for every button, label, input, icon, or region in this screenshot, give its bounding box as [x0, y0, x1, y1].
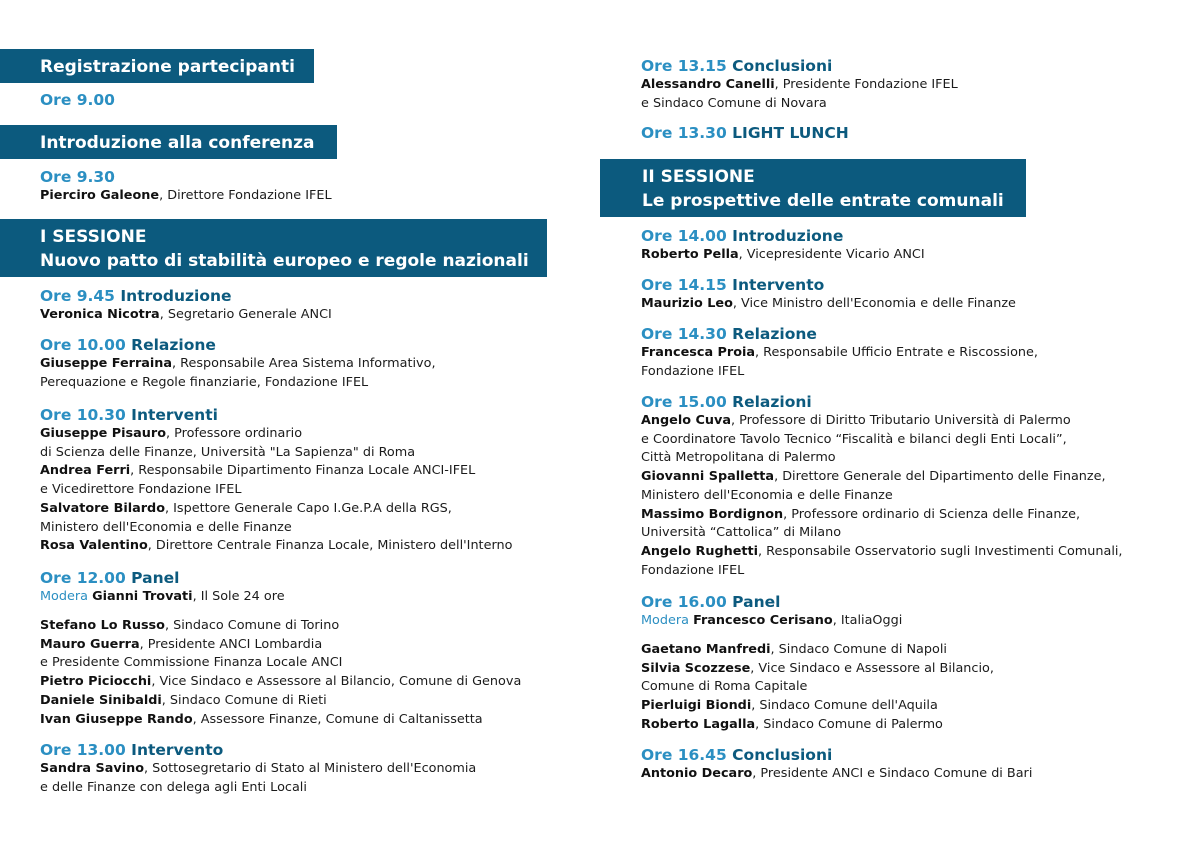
lunch-heading [600, 123, 849, 143]
speaker-role: e Sindaco Comune di Novara [641, 95, 827, 111]
speaker-line [641, 295, 1016, 314]
speaker-name: Antonio Decaro [641, 766, 753, 781]
speaker-role: , Segretario Generale ANCI [159, 307, 332, 322]
speaker-line [641, 487, 1123, 506]
speaker-line [641, 449, 1123, 468]
speaker-name: Andrea Ferri [40, 463, 131, 479]
speaker-role: , Responsabile Dipartimento Finanza Locale ANCI-IFEL [130, 463, 476, 479]
speaker-line [641, 697, 994, 716]
speaker-role: , Ispettore Generale Capo I.Ge.P.A della RGS, [165, 500, 452, 516]
speaker-name: Roberto Pella [641, 247, 739, 262]
item-label: Interventi [131, 406, 218, 424]
introduzione-section [0, 167, 332, 206]
item-label: Relazioni [732, 393, 812, 411]
speaker-role: , Vice Ministro dell'Economia e delle Finanze [732, 296, 1016, 311]
speaker-role: , Presidente ANCI e Sindaco Comune di Bari [752, 766, 1033, 781]
speaker-name: Giuseppe Ferraina [40, 356, 173, 371]
speaker-role: , Professore ordinario di Scienza delle Finanze, [783, 506, 1081, 522]
speaker-role: , Professore ordinario [165, 426, 303, 441]
item-label: LIGHT LUNCH [732, 124, 849, 142]
item-label: Introduzione [120, 287, 232, 305]
speaker-role: Università “Cattolica” di Milano [641, 525, 842, 541]
time-label: Ore 15.00 [641, 393, 727, 411]
speaker-role: , Direttore Centrale Finanza Locale, Ministero dell'Interno [147, 538, 513, 554]
speaker-name: Angelo Cuva [641, 413, 731, 428]
speaker-name: Gaetano Manfredi [641, 642, 771, 657]
speaker-line [641, 95, 958, 114]
speaker-line [641, 678, 994, 697]
time-label: Ore 14.00 [641, 227, 727, 245]
s1-intervento-heading [40, 740, 476, 760]
introduzione-time: Ore 9.30 [40, 168, 115, 186]
moderator-prefix: Modera [641, 613, 689, 628]
s2-introduzione [600, 226, 925, 265]
s1-panel-speakers [0, 617, 521, 729]
speaker-name: Salvatore Bilardo [40, 500, 165, 516]
speaker-line [40, 444, 512, 463]
s1-introduzione-heading [40, 286, 332, 306]
speaker-name: Alessandro Canelli [641, 77, 775, 92]
speaker-role: , Sindaco Comune di Napoli [770, 642, 947, 657]
session1-bar [0, 219, 547, 277]
speaker-role: , Presidente ANCI Lombardia [139, 636, 323, 652]
speaker-line [641, 660, 994, 679]
conclusioni1-heading [641, 56, 958, 76]
speaker-name: Francesca Proia [641, 345, 756, 360]
speaker-name: Roberto Lagalla [641, 716, 756, 732]
speaker-role: , Presidente Fondazione IFEL [774, 77, 958, 92]
speaker-role: , Sindaco Comune di Palermo [755, 716, 943, 732]
conclusioni2 [600, 745, 1032, 784]
speaker-name: Pierciro Galeone [40, 188, 160, 203]
speaker-name: Giovanni Spalletta [641, 469, 775, 485]
speaker-name: Angelo Rughetti [641, 543, 759, 559]
time-label: Ore 13.30 [641, 124, 727, 142]
s2-panel [600, 592, 902, 631]
speaker-line [641, 76, 958, 95]
speaker-role: , Vice Sindaco e Assessore al Bilancio, Comune di Genova [151, 674, 522, 690]
moderator-name: Francesco Cerisano [693, 613, 833, 628]
speaker-role: e delle Finanze con delega agli Enti Locali [40, 779, 307, 795]
speaker-line [641, 506, 1123, 525]
moderator-affiliation: , Il Sole 24 ore [192, 589, 285, 604]
s2-introduzione-heading [641, 226, 925, 246]
speaker-line [40, 481, 512, 500]
speaker-role: , Direttore Fondazione IFEL [159, 188, 332, 203]
speaker-line [40, 425, 512, 444]
time-label: Ore 14.15 [641, 276, 727, 294]
s1-introduzione [0, 286, 332, 325]
s1-panel [0, 568, 285, 607]
moderator-name: Gianni Trovati [92, 589, 193, 604]
s2-panel-speakers [600, 641, 994, 735]
speaker-role: , Vicepresidente Vicario ANCI [738, 247, 925, 262]
speaker-role: Fondazione IFEL [641, 363, 745, 379]
speaker-line [40, 692, 521, 711]
registrazione-time: Ore 9.00 [40, 91, 115, 109]
item-label: Intervento [732, 276, 825, 294]
session1-number: I SESSIONE [40, 227, 147, 247]
speaker-line [40, 673, 521, 692]
speaker-role: , Sottosegretario di Stato al Ministero dell'Economia [144, 761, 477, 776]
speaker-line [40, 355, 436, 374]
time-label: Ore 13.00 [40, 741, 126, 759]
time-label: Ore 16.45 [641, 746, 727, 764]
speaker-name: Pierluigi Biondi [641, 698, 752, 714]
speaker-role: , Sindaco Comune di Rieti [161, 692, 327, 708]
s1-panel-heading [40, 568, 285, 588]
introduzione-bar [0, 125, 337, 159]
s1-intervento [0, 740, 476, 797]
moderator-affiliation: , ItaliaOggi [832, 613, 903, 628]
item-label: Conclusioni [732, 746, 833, 764]
speaker-role: Perequazione e Regole finanziarie, Fondazione IFEL [40, 374, 369, 390]
speaker-line [40, 654, 521, 673]
speaker-line [641, 468, 1123, 487]
s2-relazioni-heading [641, 392, 1123, 412]
speaker-line [641, 524, 1123, 543]
s2-intervento-heading [641, 275, 1016, 295]
session2-title: Le prospettive delle entrate comunali [642, 191, 1004, 211]
session2-bar [600, 159, 1026, 217]
conclusioni1 [600, 56, 958, 113]
s2-relazione-heading [641, 324, 1038, 344]
speaker-line [641, 431, 1123, 450]
speaker-name: Rosa Valentino [40, 538, 148, 554]
speaker-role: , Sindaco Comune dell'Aquila [751, 698, 938, 714]
speaker-role: , Assessore Finanze, Comune di Caltanissetta [192, 711, 483, 727]
speaker-name: Stefano Lo Russo [40, 618, 165, 633]
registrazione-bar [0, 49, 314, 83]
session2-number: II SESSIONE [642, 167, 755, 187]
s1-interventi-heading [40, 405, 512, 425]
speaker-line [641, 562, 1123, 581]
speaker-line [40, 519, 512, 538]
speaker-role: , Responsabile Ufficio Entrate e Riscossione, [755, 345, 1038, 360]
speaker-role: Fondazione IFEL [641, 562, 745, 578]
s1-relazione-heading [40, 335, 436, 355]
speaker-line [40, 617, 521, 636]
time-label: Ore 10.30 [40, 406, 126, 424]
item-label: Relazione [732, 325, 817, 343]
item-label: Introduzione [732, 227, 844, 245]
speaker-role: , Professore di Diritto Tributario Università di Palermo [730, 413, 1071, 428]
speaker-line [40, 636, 521, 655]
s2-panel-heading [641, 592, 902, 612]
speaker-role: , Direttore Generale del Dipartimento delle Finanze, [774, 469, 1106, 485]
speaker-line [641, 765, 1032, 784]
speaker-line [40, 462, 512, 481]
speaker-name: Daniele Sinibaldi [40, 692, 162, 708]
s1-relazione [0, 335, 436, 392]
s2-relazione [600, 324, 1038, 381]
item-label: Intervento [131, 741, 224, 759]
speaker-role: , Sindaco Comune di Torino [164, 618, 340, 633]
speaker-role: , Vice Sindaco e Assessore al Bilancio, [750, 660, 994, 676]
introduzione-speakers [40, 187, 332, 206]
speaker-line [641, 412, 1123, 431]
speaker-name: Ivan Giuseppe Rando [40, 711, 193, 727]
moderator-prefix: Modera [40, 589, 88, 604]
speaker-role: Comune di Roma Capitale [641, 679, 808, 695]
session1-title: Nuovo patto di stabilità europeo e regole nazionali [40, 251, 529, 271]
time-label: Ore 16.00 [641, 593, 727, 611]
speaker-line [40, 500, 512, 519]
speaker-role: , Responsabile Area Sistema Informativo, [172, 356, 436, 371]
speaker-role: di Scienza delle Finanze, Università "La Sapienza" di Roma [40, 444, 416, 460]
speaker-line [641, 716, 994, 735]
speaker-line [40, 779, 476, 798]
speaker-line [641, 543, 1123, 562]
moderator-line [40, 588, 285, 607]
speaker-line [641, 246, 925, 265]
speaker-name: Veronica Nicotra [40, 307, 160, 322]
moderator-line [641, 612, 902, 631]
speaker-line [641, 641, 994, 660]
speaker-role: e Presidente Commissione Finanza Locale ANCI [40, 655, 343, 671]
speaker-name: Maurizio Leo [641, 296, 733, 311]
speaker-line [40, 537, 512, 556]
item-label: Panel [131, 569, 180, 587]
speaker-line [40, 760, 476, 779]
s1-interventi [0, 405, 512, 556]
speaker-name: Pietro Piciocchi [40, 674, 152, 690]
s2-intervento [600, 275, 1016, 314]
time-label: Ore 13.15 [641, 57, 727, 75]
time-label: Ore 12.00 [40, 569, 126, 587]
speaker-name: Massimo Bordignon [641, 506, 784, 522]
speaker-role: , Responsabile Osservatorio sugli Investimenti Comunali, [758, 543, 1123, 559]
speaker-line [641, 363, 1038, 382]
s2-relazioni [600, 392, 1123, 580]
registrazione-title: Registrazione partecipanti [40, 57, 295, 77]
time-label: Ore 9.45 [40, 287, 115, 305]
time-label: Ore 14.30 [641, 325, 727, 343]
speaker-line [40, 374, 436, 393]
speaker-name: Silvia Scozzese [641, 660, 751, 676]
speaker-role: e Coordinatore Tavolo Tecnico “Fiscalità e bilanci degli Enti Locali”, [641, 431, 1067, 447]
speaker-role: Ministero dell'Economia e delle Finanze [40, 519, 292, 535]
speaker-name: Giuseppe Pisauro [40, 426, 166, 441]
speaker-line [40, 711, 521, 730]
conclusioni2-heading [641, 745, 1032, 765]
speaker-line [641, 344, 1038, 363]
speaker-name: Sandra Savino [40, 761, 145, 776]
speaker-role: Città Metropolitana di Palermo [641, 450, 836, 466]
speaker-name: Mauro Guerra [40, 636, 140, 652]
speaker-role: e Vicedirettore Fondazione IFEL [40, 482, 242, 498]
item-label: Panel [732, 593, 781, 611]
time-label: Ore 10.00 [40, 336, 126, 354]
introduzione-title: Introduzione alla conferenza [40, 133, 315, 153]
item-label: Relazione [131, 336, 216, 354]
speaker-role: Ministero dell'Economia e delle Finanze [641, 487, 893, 503]
speaker-line [40, 306, 332, 325]
speaker-line [40, 187, 332, 206]
item-label: Conclusioni [732, 57, 833, 75]
